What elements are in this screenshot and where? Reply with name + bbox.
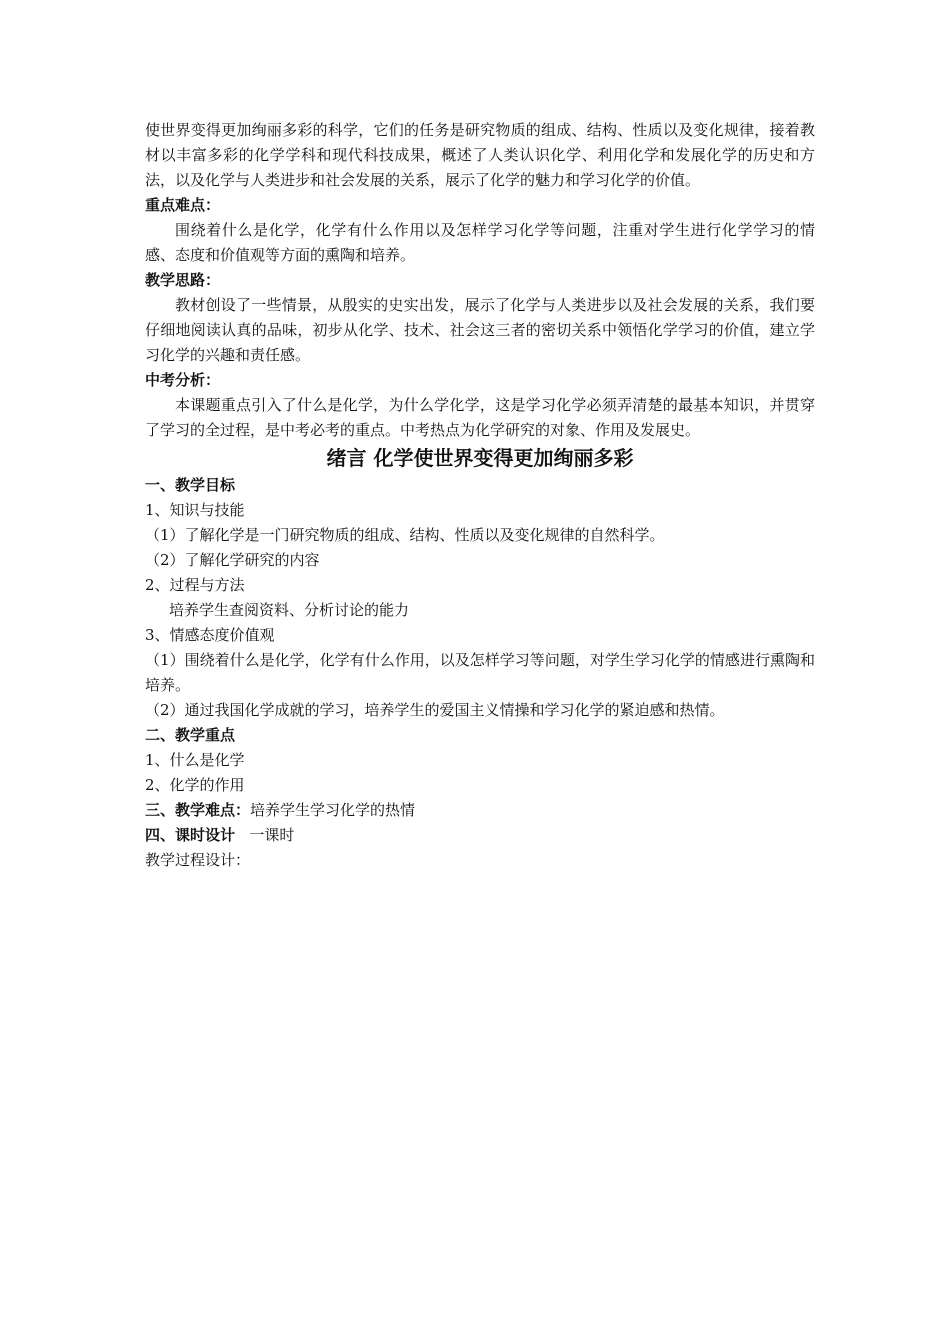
key-difficulty-paragraph: 围绕着什么是化学，化学有什么作用以及怎样学习化学等问题，注重对学生进行化学学习的情感、态度和价值观等方面的熏陶和培养。 (145, 221, 815, 264)
process-label: 2、过程与方法 (145, 576, 245, 594)
key-points-heading: 二、教学重点 (145, 726, 236, 744)
key-point-2: 2、化学的作用 (145, 776, 245, 794)
key-point-1: 1、什么是化学 (145, 751, 245, 769)
objectives-heading: 一、教学目标 (145, 476, 236, 494)
teaching-ideas-heading: 教学思路： (145, 271, 221, 289)
lesson-design-text: 一课时 (249, 826, 295, 844)
lesson-design-heading: 四、课时设计 (145, 826, 236, 844)
difficult-points-line (145, 798, 815, 823)
emotion-item-1: （1）围绕着什么是化学，化学有什么作用，以及怎样学习等问题，对学生学习化学的情感进行熏陶和培养。 (145, 651, 815, 694)
key-difficulty-heading: 重点难点： (145, 196, 221, 214)
process-design-label: 教学过程设计： (145, 851, 251, 869)
difficult-points-heading: 三、教学难点： (145, 801, 251, 819)
document-page (145, 118, 815, 873)
emotion-label: 3、情感态度价值观 (145, 626, 275, 644)
emotion-item-2: （2）通过我国化学成就的学习，培养学生的爱国主义情操和学习化学的紧迫感和热情。 (145, 701, 725, 719)
lesson-design-line (145, 823, 815, 848)
difficult-points-text: 培养学生学习化学的热情 (250, 801, 416, 819)
lesson-title: 绪言 化学使世界变得更加绚丽多彩 (326, 446, 634, 470)
knowledge-item-2: （2）了解化学研究的内容 (145, 551, 320, 569)
exam-analysis-paragraph: 本课题重点引入了什么是化学，为什么学化学，这是学习化学必须弄清楚的最基本知识，并贯穿了学习的全过程，是中考必考的重点。中考热点为化学研究的对象、作用及发展史。 (145, 396, 815, 439)
intro-paragraph: 使世界变得更加绚丽多彩的科学，它们的任务是研究物质的组成、结构、性质以及变化规律，接着教材以丰富多彩的化学学科和现代科技成果，概述了人类认识化学、利用化学和发展化学的历史和方法，以及化学与人类进步和社会发展的关系，展示了化学的魅力和学习化学的价值。 (145, 121, 815, 189)
teaching-ideas-paragraph: 教材创设了一些情景，从殷实的史实出发，展示了化学与人类进步以及社会发展的关系，我们要仔细地阅读认真的品味，初步从化学、技术、社会这三者的密切关系中领悟化学学习的价值，建立学习化学的兴趣和责任感。 (145, 296, 815, 364)
knowledge-item-1: （1）了解化学是一门研究物质的组成、结构、性质以及变化规律的自然科学。 (145, 526, 665, 544)
process-text: 培养学生查阅资料、分析讨论的能力 (169, 601, 410, 619)
exam-analysis-heading: 中考分析： (145, 371, 221, 389)
knowledge-label: 1、知识与技能 (145, 501, 245, 519)
